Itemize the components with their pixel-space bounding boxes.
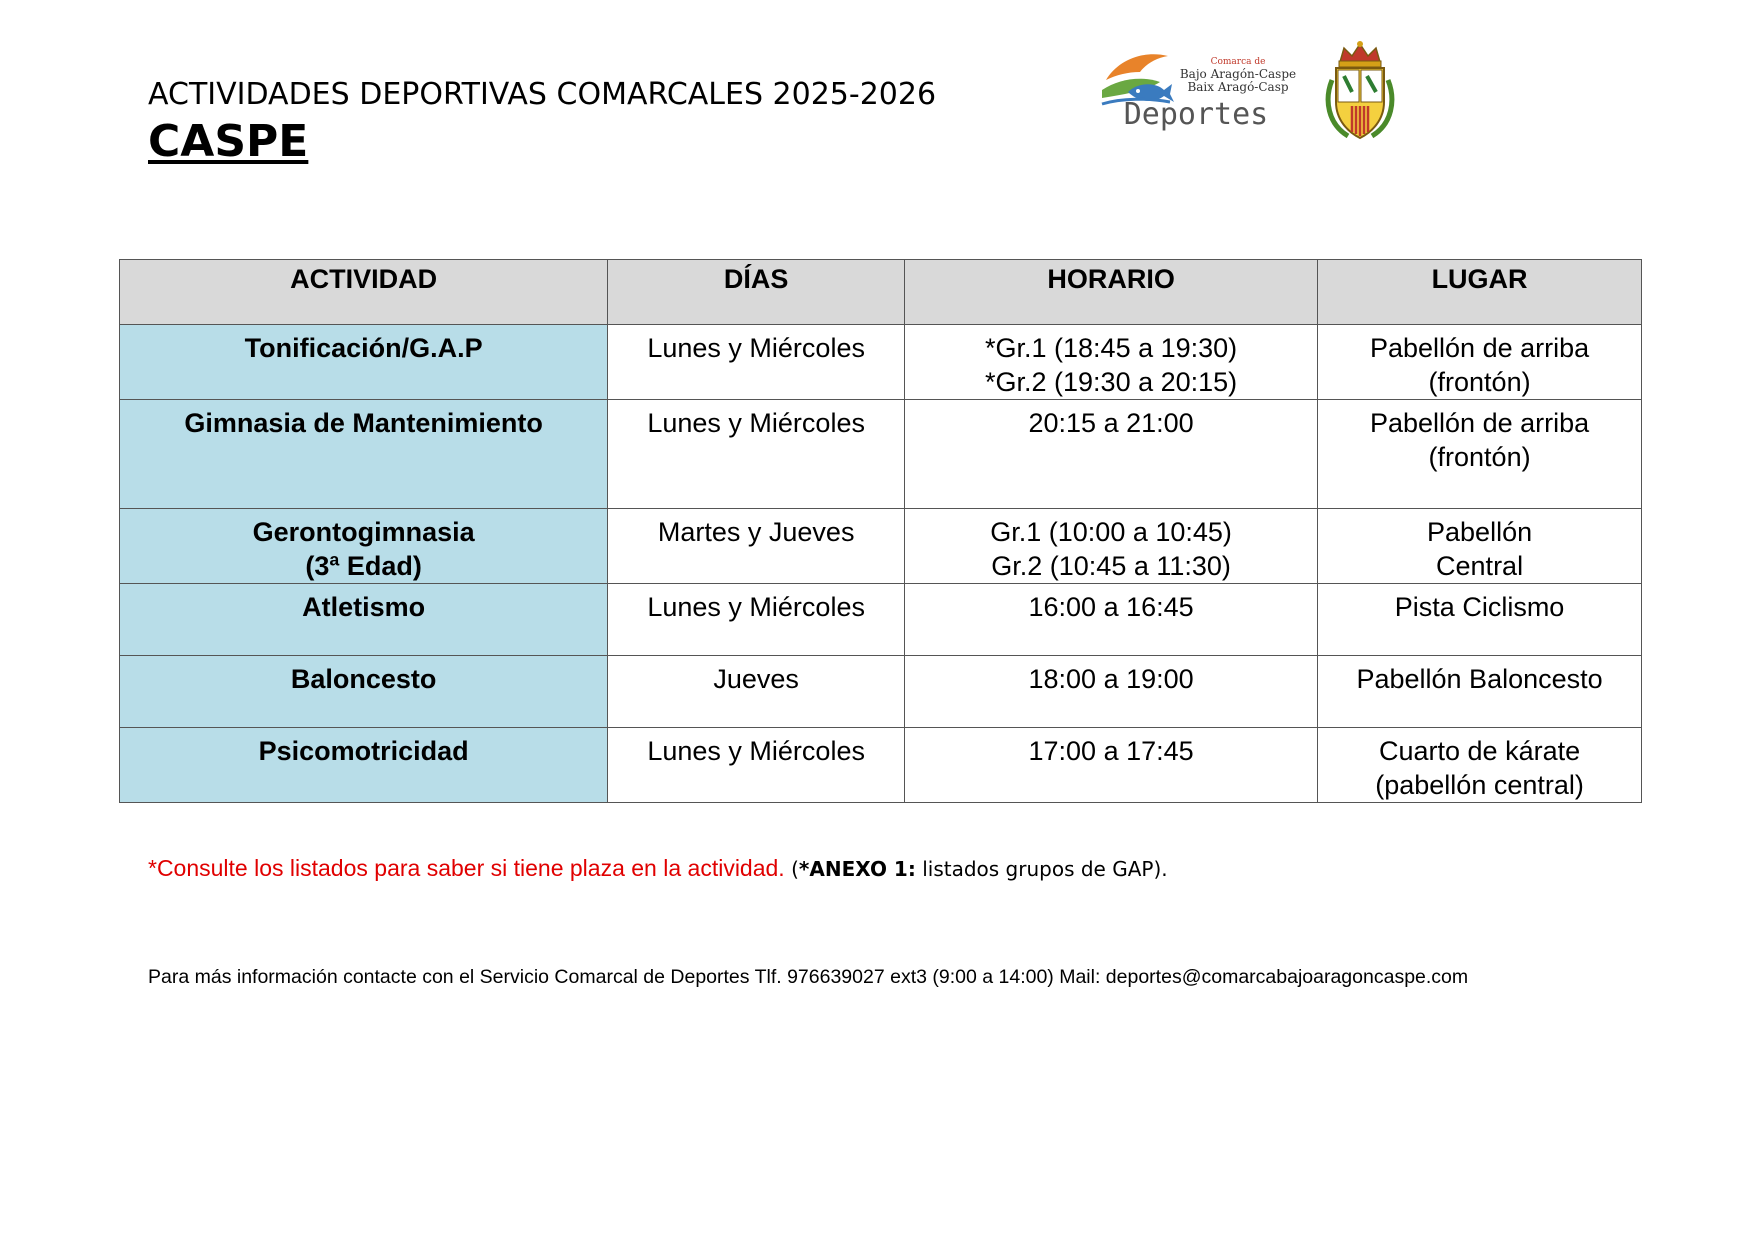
logo-line1: Comarca de — [1210, 57, 1266, 67]
contact-footer: Para más información contacte con el Servicio Comarcal de Deportes Tlf. 976639027 ext3 (9:00 a 14:00) Mail: deportes@comarcabajoaragoncaspe.com — [148, 966, 1469, 988]
anexo-text: listados grupos de GAP). — [915, 857, 1168, 881]
schedule-line: 17:00 a 17:45 — [1028, 736, 1194, 766]
place-cell — [1318, 656, 1642, 728]
places-note-text: *Consulte los listados para saber si tiene plaza en la actividad. — [148, 855, 785, 881]
schedule-line: *Gr.2 (19:30 a 20:15) — [985, 367, 1238, 397]
activity-cell — [120, 509, 608, 584]
place-line: (frontón) — [1428, 367, 1531, 397]
activity-name: Tonificación/G.A.P — [244, 333, 483, 363]
town-name: CASPE — [148, 116, 309, 167]
activity-subname: (3ª Edad) — [305, 551, 422, 581]
schedule-cell — [905, 656, 1318, 728]
place-line: Pista Ciclismo — [1394, 592, 1565, 622]
days-cell: Lunes y Miércoles — [608, 400, 905, 509]
anexo-label: *ANEXO 1: — [798, 857, 916, 881]
activity-cell — [120, 728, 608, 803]
days-cell: Jueves — [608, 656, 905, 728]
activity-name: Gimnasia de Mantenimiento — [184, 408, 543, 438]
logo-brand: Deportes — [1123, 97, 1269, 132]
coat-of-arms-icon — [1322, 40, 1398, 144]
days-cell: Lunes y Miércoles — [608, 728, 905, 803]
schedule-line: 16:00 a 16:45 — [1028, 592, 1194, 622]
days-cell: Lunes y Miércoles — [608, 325, 905, 400]
schedule-line: 18:00 a 19:00 — [1028, 664, 1194, 694]
anexo-reference — [791, 857, 1168, 881]
schedule-line: Gr.2 (10:45 a 11:30) — [991, 551, 1231, 581]
activities-table — [119, 259, 1642, 803]
header-actividad: ACTIVIDAD — [120, 260, 608, 325]
schedule-cell — [905, 584, 1318, 656]
activity-cell — [120, 584, 608, 656]
document-heading — [148, 78, 936, 172]
place-line: Central — [1436, 551, 1524, 581]
header-horario: HORARIO — [905, 260, 1318, 325]
document-title: ACTIVIDADES DEPORTIVAS COMARCALES 2025-2026 — [148, 77, 937, 112]
header-lugar: LUGAR — [1318, 260, 1642, 325]
activity-name: Baloncesto — [290, 664, 437, 694]
logo-line2: Bajo Aragón-Caspe — [1179, 67, 1297, 81]
comarca-deportes-logo — [1098, 42, 1308, 138]
places-note — [148, 855, 1168, 882]
place-cell — [1318, 400, 1642, 509]
header-dias: DÍAS — [608, 260, 905, 325]
schedule-line: 20:15 a 21:00 — [1028, 408, 1194, 438]
schedule-cell — [905, 509, 1318, 584]
place-line: (frontón) — [1428, 442, 1531, 472]
anexo-open: ( — [791, 857, 799, 881]
place-cell — [1318, 509, 1642, 584]
schedule-cell — [905, 728, 1318, 803]
activity-name: Gerontogimnasia — [252, 517, 475, 547]
schedule-line: *Gr.1 (18:45 a 19:30) — [985, 333, 1238, 363]
place-cell — [1318, 584, 1642, 656]
activity-cell — [120, 400, 608, 509]
place-line: Pabellón — [1427, 517, 1533, 547]
logo-line3: Baix Aragó-Casp — [1187, 80, 1289, 94]
place-line: Cuarto de kárate — [1379, 736, 1581, 766]
table-row — [120, 656, 1642, 728]
place-cell — [1318, 728, 1642, 803]
place-line: Pabellón Baloncesto — [1356, 664, 1603, 694]
table-header-row — [120, 260, 1642, 325]
place-line: (pabellón central) — [1375, 770, 1584, 800]
days-cell: Martes y Jueves — [608, 509, 905, 584]
place-line: Pabellón de arriba — [1369, 333, 1590, 363]
place-line: Pabellón de arriba — [1369, 408, 1590, 438]
table-row — [120, 325, 1642, 400]
table-row — [120, 728, 1642, 803]
activity-name: Psicomotricidad — [258, 736, 469, 766]
schedule-cell — [905, 400, 1318, 509]
activity-name: Atletismo — [302, 592, 426, 622]
table-row — [120, 509, 1642, 584]
activity-cell — [120, 656, 608, 728]
table-row — [120, 584, 1642, 656]
days-cell: Lunes y Miércoles — [608, 584, 905, 656]
place-cell — [1318, 325, 1642, 400]
schedule-line: Gr.1 (10:00 a 10:45) — [990, 517, 1232, 547]
schedule-cell — [905, 325, 1318, 400]
activity-cell — [120, 325, 608, 400]
table-row — [120, 400, 1642, 509]
